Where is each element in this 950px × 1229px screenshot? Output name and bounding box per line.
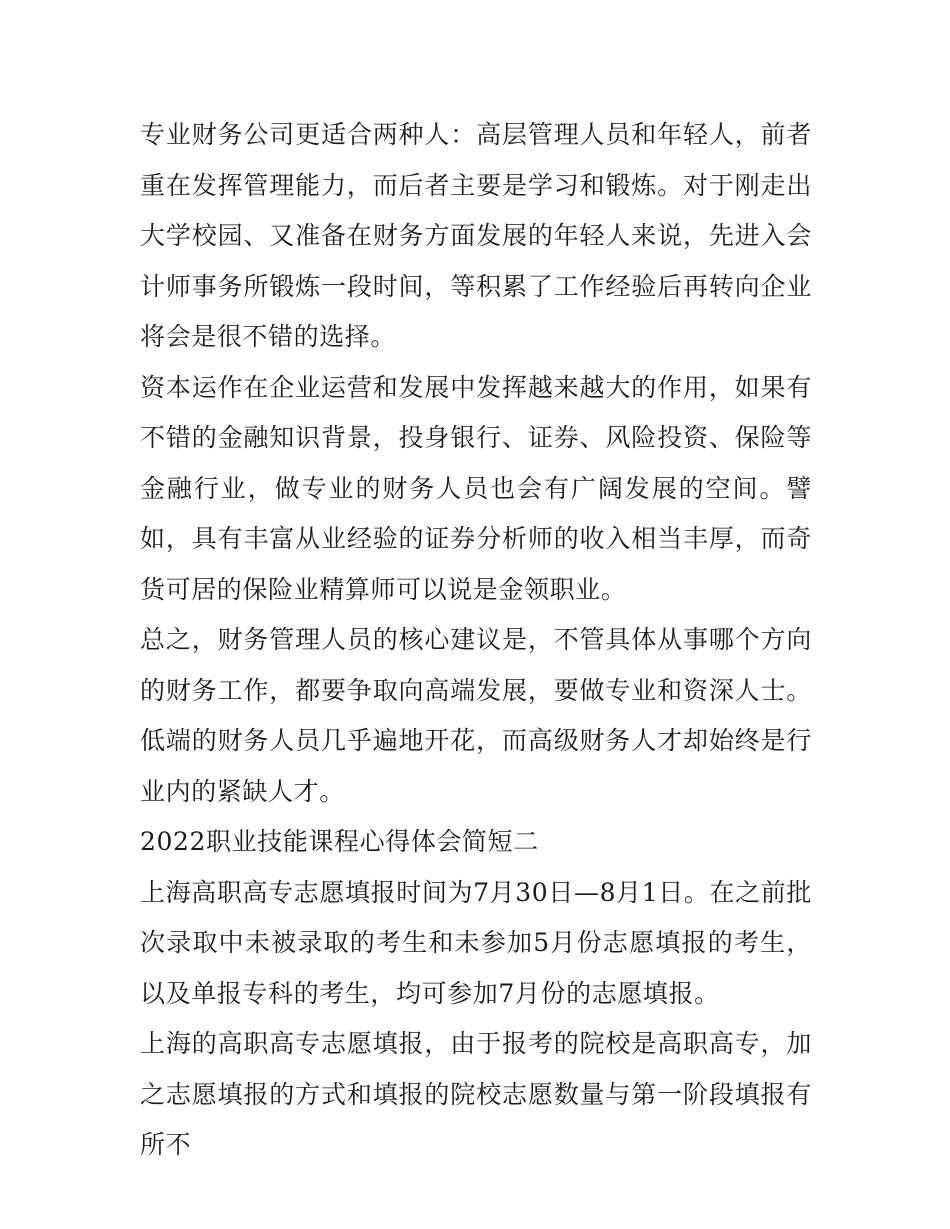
paragraph-conclusion: 总之，财务管理人员的核心建议是，不管具体从事哪个方向的财务工作，都要争取向高端发展，要做专业和资深人士。低端的财务人员几乎遍地开花，而高级财务人才却始终是行业内的紧缺人才。 — [140, 625, 812, 806]
document-body — [140, 110, 812, 1171]
paragraph-application-time: 上海高职高专志愿填报时间为7月30日—8月1日。在之前批次录取中未被录取的考生和未参加5月份志愿填报的考生，以及单报专科的考生，均可参加7月份的志愿填报。 — [140, 877, 812, 1008]
paragraph-specialist-firms: 专业财务公司更适合两种人：高层管理人员和年轻人，前者重在发挥管理能力，而后者主要是学习和锻炼。对于刚走出大学校园、又准备在财务方面发展的年轻人来说，先进入会计师事务所锻炼一段时间，等积累了工作经验后再转向企业将会是很不错的选择。 — [140, 120, 812, 351]
section-title: 2022职业技能课程心得体会简短二 — [140, 827, 539, 856]
paragraph-capital-operation: 资本运作在企业运营和发展中发挥越来越大的作用，如果有不错的金融知识背景，投身银行、证券、风险投资、保险等金融行业，做专业的财务人员也会有广阔发展的空间。譬如，具有丰富从业经验的证券分析师的收入相当丰厚，而奇货可居的保险业精算师可以说是金领职业。 — [140, 372, 812, 604]
paragraph-application-method: 上海的高职高专志愿填报，由于报考的院校是高职高专，加之志愿填报的方式和填报的院校志愿数量与第一阶段填报有所不 — [140, 1029, 812, 1159]
